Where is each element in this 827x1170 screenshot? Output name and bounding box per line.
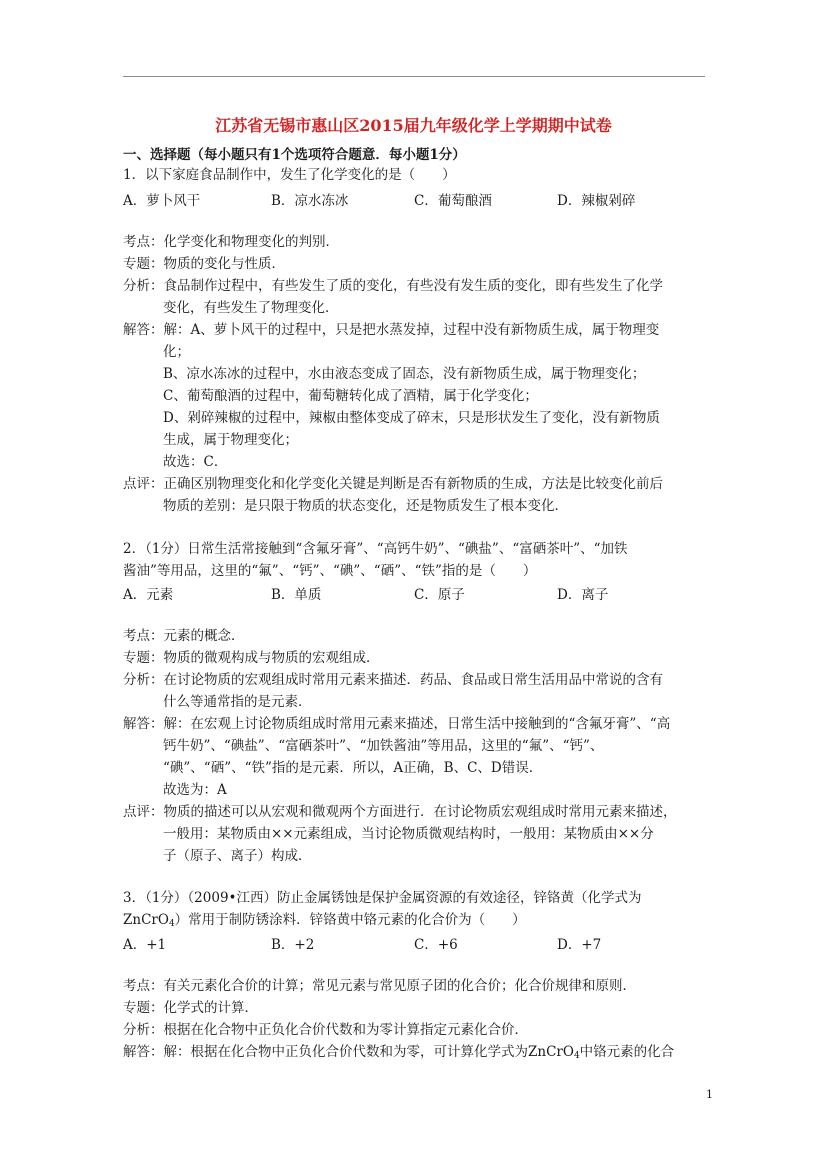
q2-dianping-line2: 一般用：某物质由××元素组成，当讨论物质微观结构时，一般用：某物质由××分	[163, 826, 654, 842]
q2-stem-line2: 酱油”等用品，这里的“氟”、“钙”、“碘”、“硒”、“铁”指的是（ ）	[123, 563, 537, 579]
q2-jieda-line2: 钙牛奶”、“碘盐”、“富硒茶叶”、“加铁酱油”等用品，这里的“氟”、“钙”、	[163, 738, 604, 754]
q3-option-a: A．+1	[123, 937, 167, 953]
q2-option-b: B．单质	[271, 587, 322, 603]
q2-jieda-line3: “碘”、“硒”、“铁”指的是元素．所以，A正确，B、C、D错误．	[163, 760, 543, 776]
q1-zhuanti: 专题：物质的变化与性质．	[123, 256, 285, 272]
header-rule	[123, 76, 705, 77]
q3-kaodian: 考点：有关元素化合价的计算；常见元素与常见原子团的化合价；化合价规律和原则．	[123, 978, 636, 994]
q3-option-c: C．+6	[414, 937, 458, 953]
document-title: 江苏省无锡市惠山区2015届九年级化学上学期期中试卷	[215, 116, 612, 135]
q2-option-d: D．离子	[557, 587, 609, 603]
q1-jieda-answer: 故选：C．	[163, 454, 228, 470]
q2-dianping-line1: 点评：物质的描述可以从宏观和微观两个方面进行．在讨论物质宏观组成时常用元素来描述，	[123, 804, 677, 820]
q2-stem-line1: 2．（1分）日常生活常接触到“含氟牙膏”、“高钙牛奶”、“碘盐”、“富硒茶叶”、“加铁	[123, 541, 628, 557]
q3-jieda-line1: 解答：解：根据在化合物中正负化合价代数和为零，可计算化学式为ZnCrO$_4$中铬元素的化合	[123, 1044, 675, 1061]
q1-fenxi-line2: 变化，有些发生了物理变化．	[163, 300, 339, 316]
q3-stem-line1: 3．（1分）（2009•江西）防止金属锈蚀是保护金属资源的有效途径，锌铬黄（化学式为	[123, 890, 642, 906]
q1-option-b: B．凉水冻冰	[271, 193, 349, 209]
page-number: 1	[706, 1088, 713, 1101]
q3-option-b: B．+2	[271, 937, 315, 953]
q1-dianping-line1: 点评：正确区别物理变化和化学变化关键是判断是否有新物质的生成，方法是比较变化前后	[123, 476, 663, 492]
q1-option-d: D．辣椒剁碎	[557, 193, 636, 209]
q2-fenxi-line2: 什么等通常指的是元素．	[163, 694, 312, 710]
q3-jieda-formula: ZnCrO$_4$	[528, 1044, 580, 1061]
q2-dianping-line3: 子（原子、离子）构成．	[163, 848, 312, 864]
q3-formula: ZnCrO$_4$	[123, 912, 175, 929]
q1-jieda-line4: C、葡萄酿酒的过程中，葡萄糖转化成了酒精，属于化学变化；	[163, 388, 538, 404]
q2-jieda-answer: 故选为：A	[163, 782, 227, 798]
q1-jieda-line2: 化；	[163, 344, 190, 360]
q2-option-c: C．原子	[414, 587, 465, 603]
q1-jieda-line6: 生成，属于物理变化；	[163, 432, 298, 448]
q1-option-c: C．葡萄酿酒	[414, 193, 492, 209]
q1-stem: 1．以下家庭食品制作中，发生了化学变化的是（ ）	[123, 167, 456, 183]
q1-jieda-line1: 解答：解：A、萝卜风干的过程中，只是把水蒸发掉，过程中没有新物质生成，属于物理变	[123, 322, 660, 338]
q2-kaodian: 考点：元素的概念．	[123, 628, 245, 644]
q1-option-a: A．萝卜风干	[123, 193, 201, 209]
q1-kaodian: 考点：化学变化和物理变化的判别．	[123, 234, 339, 250]
section-heading: 一、选择题（每小题只有1个选项符合题意．每小题1分）	[123, 147, 466, 163]
q3-option-d: D．+7	[557, 937, 602, 953]
q2-jieda-line1: 解答：解：在宏观上讨论物质组成时常用元素来描述，日常生活中接触到的“含氟牙膏”、“高	[123, 716, 671, 732]
q2-fenxi-line1: 分析：在讨论物质的宏观组成时常用元素来描述．药品、食品或日常生活用品中常说的含有	[123, 672, 663, 688]
q2-zhuanti: 专题：物质的微观构成与物质的宏观组成．	[123, 650, 380, 666]
q3-zhuanti: 专题：化学式的计算．	[123, 1000, 258, 1016]
q1-jieda-line5: D、剁碎辣椒的过程中，辣椒由整体变成了碎末，只是形状发生了变化，没有新物质	[163, 410, 660, 426]
q1-fenxi-line1: 分析：食品制作过程中，有些发生了质的变化，有些没有发生质的变化，即有些发生了化学	[123, 278, 663, 294]
q1-dianping-line2: 物质的差别：是只限于物质的状态变化，还是物质发生了根本变化．	[163, 498, 568, 514]
q3-stem-line2: ZnCrO$_4$）常用于制防锈涂料．锌铬黄中铬元素的化合价为（ ）	[123, 912, 526, 929]
q2-option-a: A．元素	[123, 587, 174, 603]
q1-jieda-line3: B、凉水冻冰的过程中，水由液态变成了固态，没有新物质生成，属于物理变化；	[163, 366, 646, 382]
q3-fenxi: 分析：根据在化合物中正负化合价代数和为零计算指定元素化合价．	[123, 1022, 528, 1038]
